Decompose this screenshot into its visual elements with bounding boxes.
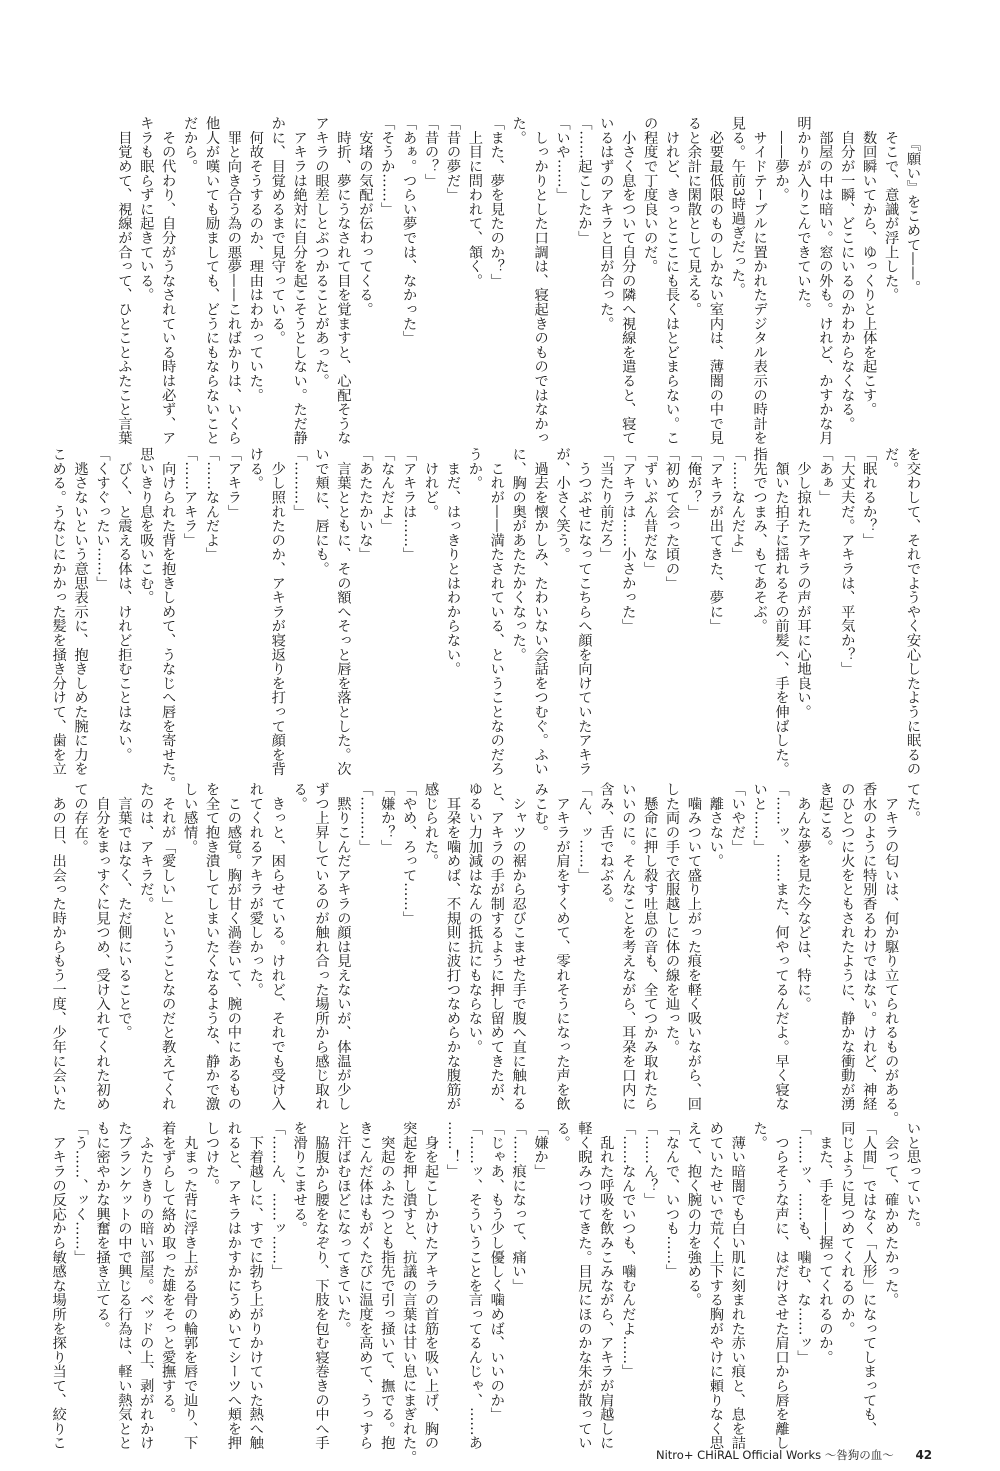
text-column: 「う……、ッく……」 (72, 1121, 89, 1264)
text-column: 脇腹から腰をなぞり、下肢を包む寝巻きの中へ手 (313, 1121, 330, 1450)
text-column: 香水のように特別香るわけではない。けれど、神経 (861, 782, 878, 1111)
text-column: 「……ん、……ッ……」 (269, 1121, 286, 1279)
text-column: しつけた。 (204, 1121, 220, 1193)
text-column: 自分をまっすぐに見つめ、受け入れてくれた初め (94, 782, 111, 1111)
text-column: 見る。午前3時過ぎだった。 (729, 116, 746, 297)
text-column: き起こる。 (817, 782, 834, 854)
text-column: 「アキラは……小さかった」 (620, 447, 637, 633)
text-column: を全て抱き潰してしまいたくなるような、静かで激 (204, 782, 220, 1111)
text-column: 突起のふたつとも指先で引っ掻いて、撫でる。抱 (379, 1121, 396, 1450)
text-column: 思いきり息を吸いこむ。 (138, 447, 155, 605)
text-column: 「……なんでいつも、噛むんだよ……」 (620, 1121, 637, 1379)
text-column: 目覚めて、視線が合って、ひとことふたこと言葉 (116, 116, 133, 445)
text-column: 「………」 (291, 447, 308, 519)
text-column: る。 (291, 782, 308, 811)
text-block-tier-2 (43, 447, 923, 791)
text-column: あんな夢を見た今などは、特に。 (795, 782, 812, 1011)
text-column: 同じように見つめてくれるのか。 (839, 1121, 856, 1336)
text-column: 「昔の？」 (423, 116, 440, 188)
text-column: 突起を押し潰すと、抗議の言葉は甘い息にまぎれた。 (401, 1121, 418, 1465)
text-column: 「嫌か？」 (379, 782, 396, 854)
text-column: たブランケットの中で興じる行為は、軽い熱気とと (116, 1121, 133, 1450)
text-column: 「いや……」 (554, 116, 571, 202)
text-column: 上目に問われて、頷く。 (466, 116, 483, 288)
text-column: サイドテーブルに置かれたデジタル表示の時計を (751, 116, 768, 445)
text-column: その代わり、自分がうなされている時は必ず、ア (160, 116, 177, 445)
text-column: と汗ばむほどになってきていた。 (335, 1121, 352, 1336)
text-column: アキラの反応から敏感な場所を探り当て、絞りこ (50, 1121, 67, 1450)
text-column: のひとつに火をともされたように、静かな衝動が湧 (839, 782, 856, 1111)
text-column: 「大丈夫だ。アキラは、平気か？」 (839, 447, 856, 676)
text-column: アキラの眼差しとぶつかることがあった。 (313, 116, 330, 388)
text-column: 「……なんだよ」 (204, 447, 220, 562)
text-column: 「………」 (357, 782, 374, 854)
text-column: 懸命に押し殺す吐息の音も、全てつかみ取れたら (642, 782, 659, 1111)
text-column: 丸まった背に浮き上がる骨の輪郭を唇で辿り、下 (182, 1121, 199, 1450)
text-column: ける。 (247, 447, 264, 490)
text-column: 逃さないという意思表示に、抱きしめた腕に力を (72, 447, 89, 776)
text-column: た。 (751, 1121, 768, 1150)
text-column: ——夢か。 (773, 116, 790, 202)
text-column: いいのに。そんなことを考えながら、耳朶を口内に (620, 782, 637, 1111)
text-column: だ。 (883, 447, 900, 476)
text-column: した両の手で衣服越しに体の線を辿った。 (664, 782, 681, 1054)
text-column: 軽く睨みつけてきた。目尻にほのかな朱が散ってい (576, 1121, 593, 1450)
text-column: 指先でつまみ、もてあそぶ。 (751, 447, 768, 633)
text-column: 自分が一瞬、どこにいるのかわからなくなる。 (839, 116, 856, 431)
text-column: ると余計に閑散として見える。 (685, 116, 702, 317)
text-column: 「なんだよ」 (379, 447, 396, 533)
text-column: 小さく息をついて自分の隣へ視線を遣ると、寝て (620, 116, 637, 445)
text-block-tier-3 (43, 782, 923, 1126)
text-column: 「あぁ」 (817, 447, 834, 505)
text-column: もに密やかな興奮を掻き立てる。 (94, 1121, 111, 1336)
text-column: た。 (510, 116, 527, 145)
text-column: が、小さく笑う。 (554, 447, 571, 562)
text-column: 少し掠れたアキラの声が耳に心地良い。 (795, 447, 812, 719)
text-column: うか。 (466, 447, 483, 490)
text-column: ゆるい力加減はなんの抵抗にもならない。 (466, 782, 483, 1054)
text-column: ずつ上昇しているのが触れ合った場所から感じ取れ (313, 782, 330, 1111)
text-column: 「俺が？」 (685, 447, 702, 519)
text-column: 含み、舌でねぶる。 (598, 782, 615, 911)
text-column: を交わして、それでようやく安心したように眠るの (905, 447, 921, 776)
text-column: 頷いた拍子に揺れるその前髪へ、手を伸ばした。 (773, 447, 790, 776)
text-column: 言葉とともに、その額へそっと唇を落とした。次 (335, 447, 352, 776)
text-column: それが「愛しい」ということなのだと教えてくれ (160, 782, 177, 1111)
text-column: 「……ッ、……また、何やってるんだよ。早く寝な (773, 782, 790, 1111)
text-column: 「ずいぶん昔だな」 (642, 447, 659, 576)
text-column: 感じられた。 (423, 782, 440, 868)
text-column: 言葉ではなく、ただ側にいることで。 (116, 782, 133, 1040)
text-column: を滑りこませる。 (291, 1121, 308, 1236)
text-column: 身を起こしかけたアキラの首筋を吸い上げ、胸の (423, 1121, 440, 1450)
text-column: 「いやだ」 (729, 782, 746, 854)
text-column: 「アキラが出てきた、夢に」 (707, 447, 724, 633)
text-column: きっと、困らせている。けれど、それでも受け入 (269, 782, 286, 1111)
text-column: アキラが肩をすくめて、零れそうになった声を飲 (554, 782, 571, 1111)
text-column: 「あぁ。つらい夢では、なかった」 (401, 116, 418, 345)
text-column: る。 (554, 1121, 571, 1150)
text-column: 会って、確かめたかった。 (883, 1121, 900, 1307)
publication-title: Nitro+ CHiRAL Official Works ～咎狗の血～ (656, 1448, 894, 1462)
text-column: これが——満たされている、ということなのだろ (488, 447, 505, 776)
text-column: 「昔の夢だ」 (444, 116, 461, 202)
text-column: 乱れた呼吸を飲みこみながら、アキラが肩越しに (598, 1121, 615, 1450)
text-column: たのは、アキラだ。 (138, 782, 155, 911)
text-column: 「……起こしたか」 (576, 116, 593, 245)
text-column: けれど、きっとここにも長くはとどまらない。こ (664, 116, 681, 445)
text-column: 「そうか……」 (379, 116, 396, 217)
text-column: 過去を懐かしみ、たわいない会話をつむぐ。ふい (532, 447, 549, 776)
text-column: れると、アキラはかすかにうめいてシーツへ頬を押 (225, 1121, 242, 1450)
text-column: 向けられた背を抱きしめて、うなじへ唇を寄せた。 (160, 447, 177, 791)
text-column: 他人が嘆いても励ましても、どうにもならないこと (204, 116, 220, 445)
text-column: だから。 (182, 116, 199, 174)
text-column: めていたせいで荒く上下する胸がやけに頼りなく思 (707, 1121, 724, 1450)
text-column: 「アキラは……」 (401, 447, 418, 562)
text-column: 「やめ、ろって……」 (401, 782, 418, 925)
text-column: 「……ん？」 (642, 1121, 659, 1207)
text-column: 耳朶を噛めば、不規則に波打つなめらかな腹筋が (444, 782, 461, 1111)
text-column: に、胸の奥があたたかくなった。 (510, 447, 527, 662)
text-column: きこんだ体はもがくたびに温度を高めて、うっすら (357, 1121, 374, 1450)
section-title: 『願い』をこめて——。 (905, 130, 921, 295)
text-column: 「あたたかいな」 (357, 447, 374, 562)
text-column: シャツの裾から忍びこませた手で腹へ直に触れる (510, 782, 527, 1111)
text-column: 時折、夢にうなされて目を覚ますと、心配そうな (335, 116, 352, 445)
text-column: 「……なんだよ」 (729, 447, 746, 562)
text-column: アキラは絶対に自分を起こそうとしない。ただ静 (291, 116, 308, 445)
text-column: この感覚。胸が甘く渦巻いて、腕の中にあるもの (225, 782, 242, 1111)
text-column: つらそうな声に、はだけさせた肩口から唇を離し (773, 1121, 790, 1450)
text-column: 「また、夢を見たのか？」 (488, 116, 505, 288)
text-column: 「当たり前だろ」 (598, 447, 615, 562)
text-column: 部屋の中は暗い。窓の外も。けれど、かすかな月 (817, 116, 834, 445)
text-column: あの日、出会った時からもう一度、少年に会いた (50, 782, 67, 1111)
text-column: まだ、はっきりとはわからない。 (444, 447, 461, 676)
text-column: また、手を——握ってくれるのか。 (817, 1121, 834, 1365)
text-column: いと思っていた。 (905, 1121, 921, 1236)
text-column: いで頬に、唇にも。 (313, 447, 330, 576)
text-column: 黙りこんだアキラの顔は見えないが、体温が少し (335, 782, 352, 1111)
text-column: 必要最低限のものしかない室内は、薄闇の中で見 (707, 116, 724, 445)
text-column: 数回瞬いてから、ゆっくりと上体を起こす。 (861, 116, 878, 417)
text-column: ……！」 (444, 1121, 461, 1179)
text-column: 「眠れるか？」 (861, 447, 878, 548)
text-column: 「くすぐったい……」 (94, 447, 111, 590)
text-column: 少し照れたのか、アキラが寝返りを打って顔を背 (269, 447, 286, 776)
text-column: 下着越しに、すでに勃ち上がりかけていた熱へ触 (247, 1121, 264, 1450)
text-column: 「アキラ」 (225, 447, 242, 519)
text-column: 「……アキラ」 (182, 447, 199, 548)
text-column: 離さない。 (707, 782, 724, 868)
text-column: キラも眠らずに起きている。 (138, 116, 155, 302)
page-footer (656, 1447, 932, 1463)
text-column: 「……ッ、……も、噛む、な……ッ」 (795, 1121, 812, 1365)
text-column: れてくれるアキラが愛しかった。 (247, 782, 264, 997)
text-column: かに、目覚めるまで見守っている。 (269, 116, 286, 345)
text-column: てた。 (905, 782, 921, 825)
text-column: 噛みついて盛り上がった痕を軽く吸いながら、回 (685, 782, 702, 1111)
text-column: こめる。うなじにかかった髪を掻き分けて、歯を立 (50, 447, 67, 776)
text-column: アキラの匂いは、何か駆り立てられるものがある。 (883, 782, 900, 1126)
text-column: 「嫌か」 (532, 1121, 549, 1179)
text-column: 「ん、ッ……」 (576, 782, 593, 883)
text-column: うつぶせになってこちらへ顔を向けていたアキラ (576, 447, 593, 776)
text-column: いるはずのアキラと目が合った。 (598, 116, 615, 331)
text-block-tier-1 (43, 116, 923, 445)
text-column: えて、抱く腕の力を強める。 (685, 1121, 702, 1307)
text-column: 「じゃあ、もう少し優しく噛めば、いいのか」 (488, 1121, 505, 1422)
text-column: 「初めて会った頃の」 (664, 447, 681, 590)
text-column: 何故そうするのか、理由はわかっていた。 (247, 116, 264, 402)
text-column: 着をずらして絡め取った雄をそっと愛撫する。 (160, 1121, 177, 1422)
text-column: 明かりが入りこんできていた。 (795, 116, 812, 317)
text-column: びく、と震える体は、けれど拒むことはない。 (116, 447, 133, 762)
text-column: の程度で丁度良いのだ。 (642, 116, 659, 274)
text-column: しっかりとした口調は、寝起きのものではなかっ (532, 116, 549, 445)
text-column: 「……ッ、そういうことを言ってるんじゃ、……あ (466, 1121, 483, 1450)
text-column: と、アキラの手が制するように押し留めてきたが、 (488, 782, 505, 1111)
text-column: 「……痕になって、痛い」 (510, 1121, 527, 1293)
text-column: そこで、意識が浮上した。 (883, 116, 900, 302)
text-column: 罪と向き合う為の悪夢——こればかりは、いくら (225, 116, 242, 445)
text-column: 「なんで、いつも……」 (664, 1121, 681, 1279)
text-column: ての存在。 (72, 782, 89, 854)
page-number: 42 (915, 1448, 933, 1462)
text-column: 「人間」ではなく「人形」になってしまっても、 (861, 1121, 878, 1436)
text-column: 薄い暗闇でも白い肌に刻まれた赤い痕と、息を詰 (729, 1121, 746, 1450)
text-column: みこむ。 (532, 782, 549, 840)
text-column: けれど。 (423, 447, 440, 519)
text-column: いと……」 (751, 782, 768, 854)
text-column: ふたりきりの暗い部屋。ベッドの上、剥がれかけ (138, 1121, 155, 1450)
text-column: しい感情。 (182, 782, 199, 854)
text-column: 安堵の気配が伝わってくる。 (357, 116, 374, 317)
